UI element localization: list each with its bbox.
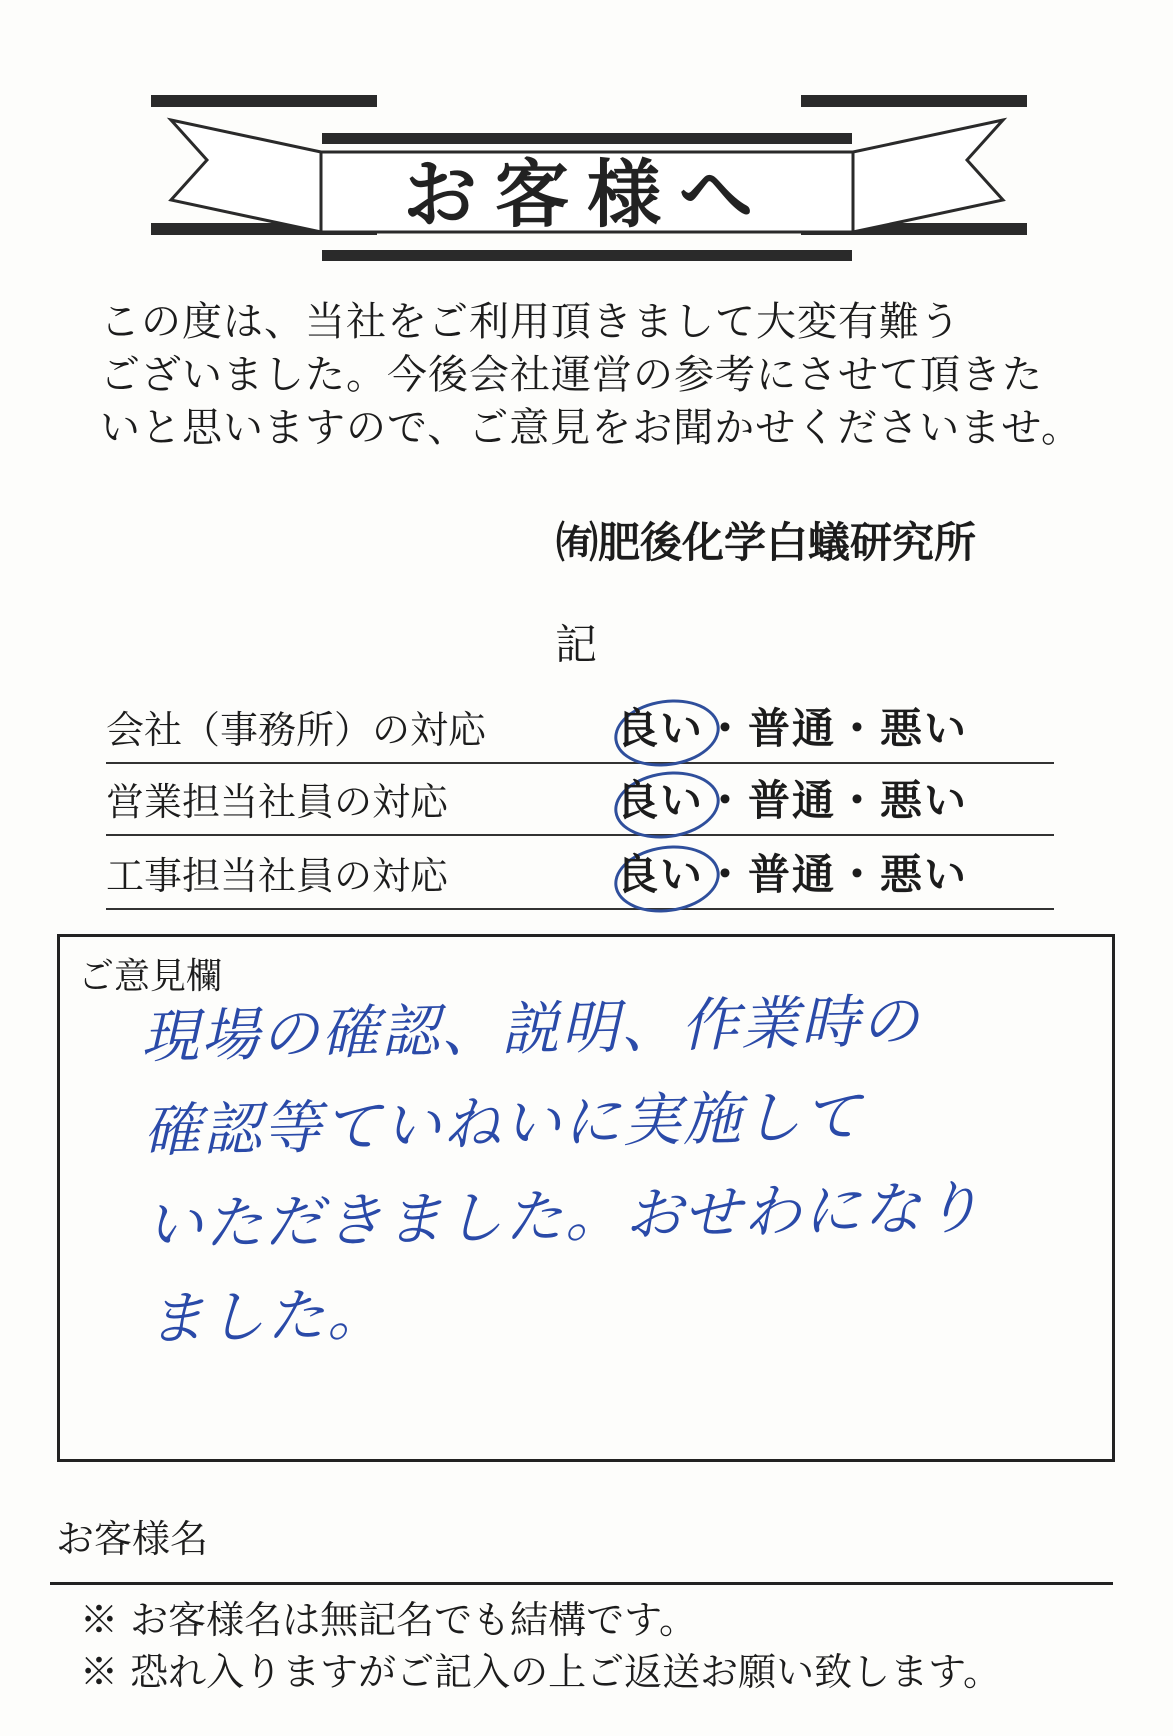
rating-options[interactable]: 良い・普通・悪い (616, 776, 969, 825)
customer-name-field[interactable] (50, 1582, 1113, 1585)
note-line: ※ 恐れ入りますがご記入の上ご返送お願い致します。 (80, 1650, 1002, 1694)
rating-label: 会社（事務所）の対応 (106, 708, 487, 752)
notes (80, 1594, 1001, 1698)
intro-line: この度は、当社をご利用頂きまして大変有難う (100, 299, 961, 345)
rating-options[interactable]: 良い・普通・悪い (616, 850, 969, 899)
intro-line: ございました。今後会社運営の参考にさせて頂きた (100, 352, 1043, 398)
intro-text (100, 296, 1090, 455)
rating-label: 営業担当社員の対応 (106, 780, 449, 824)
handwritten-line: 現場の確認、説明、作業時の (140, 986, 922, 1071)
title-banner (0, 0, 1173, 290)
handwritten-line: ました。 (146, 1279, 388, 1353)
intro-line: いと思いますので、ご意見をお聞かせくださいませ。 (100, 405, 1082, 451)
page-title: お客様へ (403, 152, 771, 238)
handwritten-line: 確認等ていねいに実施して (142, 1081, 864, 1165)
rating-row-office (106, 690, 1054, 764)
opinion-label: ご意見欄 (78, 956, 223, 997)
company-name: ㈲肥後化学白蟻研究所 (556, 518, 977, 567)
rating-row-sales (106, 762, 1054, 836)
note-line: ※ お客様名は無記名でも結構です。 (80, 1598, 698, 1642)
handwritten-comment (140, 970, 1108, 1366)
rating-label: 工事担当社員の対応 (106, 854, 449, 898)
customer-name-label: お客様名 (56, 1517, 209, 1561)
rating-row-construction (106, 836, 1054, 910)
rating-options[interactable]: 良い・普通・悪い (616, 704, 969, 753)
handwritten-line: いただきました。おせわになり (144, 1173, 984, 1259)
ki-heading: 記 (555, 620, 598, 669)
